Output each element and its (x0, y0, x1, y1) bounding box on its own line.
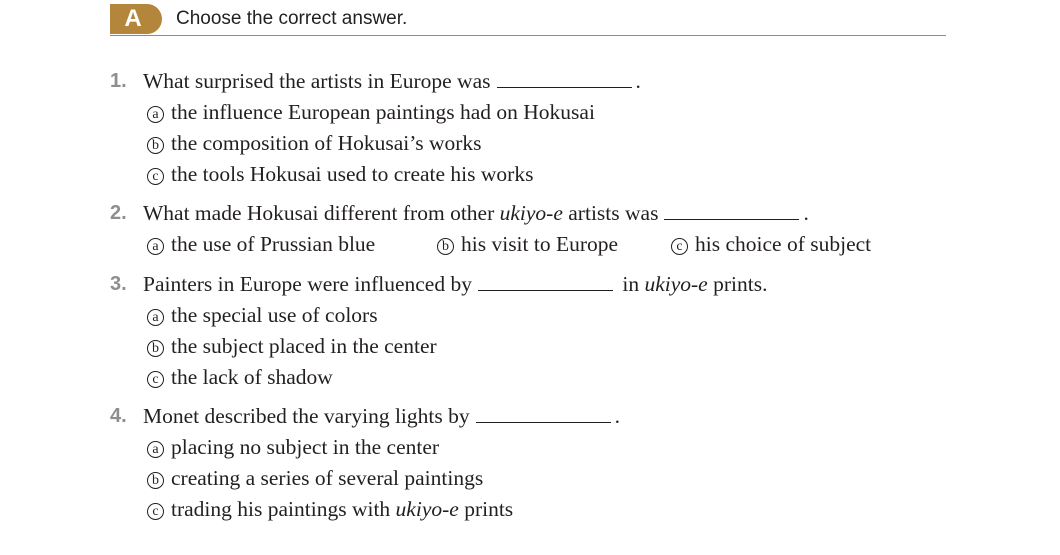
option-text: creating a series of several paintings (171, 466, 484, 490)
question-text-end: . (635, 69, 641, 93)
option-mark: a (147, 106, 164, 123)
option-mark: b (437, 238, 454, 255)
question-text-part: artists was (568, 201, 659, 225)
option-content (147, 362, 333, 392)
option-a[interactable] (147, 229, 375, 259)
option-text: the lack of shadow (171, 365, 333, 389)
option-c[interactable] (671, 229, 871, 259)
question-text (143, 401, 620, 431)
option-mark: c (147, 168, 164, 185)
option-text: the tools Hokusai used to create his works (171, 162, 534, 186)
question-number: 3. (110, 273, 127, 295)
option-mark: a (147, 441, 164, 458)
option-text: the composition of Hokusai’s works (171, 131, 482, 155)
question-text (143, 66, 641, 96)
option-text: the special use of colors (171, 303, 378, 327)
option-text: the subject placed in the center (171, 334, 437, 358)
option-text: trading his paintings with (171, 497, 391, 521)
section-header (110, 4, 946, 36)
option-content (147, 432, 439, 462)
option-content (147, 128, 482, 158)
italic-term: ukiyo-e (644, 272, 708, 296)
question-text (143, 198, 809, 228)
option-mark: b (147, 472, 164, 489)
option-b[interactable] (437, 229, 618, 259)
question-text-part: What surprised the artists in Europe was (143, 69, 491, 93)
question-text-end: . (803, 201, 809, 225)
header-divider (110, 35, 946, 36)
italic-term: ukiyo-e (395, 497, 459, 521)
option-mark: c (147, 503, 164, 520)
option-mark: b (147, 340, 164, 357)
question-number: 1. (110, 70, 127, 92)
question-number: 2. (110, 202, 127, 224)
question-text-part: in (622, 272, 640, 296)
option-mark: c (147, 371, 164, 388)
answer-blank (476, 404, 611, 423)
option-mark: b (147, 137, 164, 154)
option-text: the influence European paintings had on Hokusai (171, 100, 595, 124)
option-text: placing no subject in the center (171, 435, 440, 459)
section-badge: A (110, 4, 162, 34)
question-text-part: Monet described the varying lights by (143, 404, 470, 428)
option-content (147, 300, 378, 330)
answer-blank (478, 272, 613, 291)
option-text: the use of Prussian blue (171, 232, 376, 256)
answer-blank (664, 201, 799, 220)
option-content (147, 463, 483, 493)
option-content (147, 331, 437, 361)
question-text-end: prints. (713, 272, 768, 296)
question-text (143, 269, 767, 299)
question-text-end: . (614, 404, 620, 428)
option-content (147, 494, 513, 524)
option-text: his visit to Europe (461, 232, 619, 256)
option-text-end: prints (464, 497, 514, 521)
option-text: his choice of subject (695, 232, 872, 256)
instruction-text: Choose the correct answer. (176, 8, 408, 29)
question-text-part: Painters in Europe were influenced by (143, 272, 472, 296)
option-mark: c (671, 238, 688, 255)
italic-term: ukiyo-e (499, 201, 563, 225)
option-mark: a (147, 238, 164, 255)
option-mark: a (147, 309, 164, 326)
option-content (147, 159, 533, 189)
answer-blank (497, 69, 632, 88)
question-text-part: What made Hokusai different from other (143, 201, 495, 225)
option-content (147, 97, 595, 127)
question-number: 4. (110, 405, 127, 427)
